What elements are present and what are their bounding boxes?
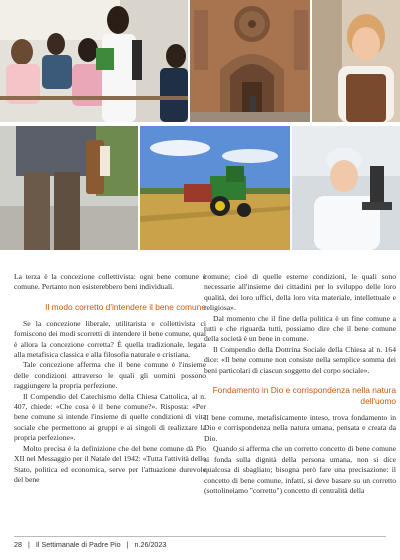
paragraph: comune; cioè di quelle esterne condizioni, le quali sono necessarie all'insieme dei cittadini per lo sviluppo delle loro qualità, dei loro uffici, della loro vita materiale, intellettuale e religiosa». [204,272,396,313]
paragraph: Dal momento che il fine della politica è un fine comune a tutti e che riguarda tutti, possiamo dire che il bene comune della società è un bene in comune. [204,313,396,344]
paragraph: Il Compendio della Dottrina Sociale della Chiesa al n. 164 dice: «Il bene comune non consiste nella semplice somma dei beni particolari di ciascun soggetto del corpo sociale». [204,344,396,375]
paragraph: Quando si afferma che un corretto concetto di bene comune si fonda sulla dignità della persona umana, non si dice qualcosa di sbagliato; bisogna però fare una precisazione: il concetto di bene comune, infatti, si deve basare su un corretto (sottolineiamo "corretto") concetto di centralità della [204,444,396,495]
page-number: 28 [14,540,22,549]
photo-church [190,0,310,122]
photo-lab-technician [292,126,400,250]
section-heading: Fondamento in Dio e corrispondenza nella natura dell'uomo [212,385,396,407]
photo-woman-apron [312,0,400,122]
paragraph: Il bene comune, metafisicamente inteso, trova fondamento in Dio e corrispondenza nella natura umana, pensata e creata da Dio. [204,413,396,443]
photo-tractor [140,126,290,250]
separator: | [28,540,30,549]
photo-collage [0,0,400,252]
photo-students [0,0,188,122]
page-footer [14,536,386,554]
paragraph: Il Compendio del Catechismo della Chiesa Cattolica, al n. 407, chiede: «Che cosa è il bene comune?». Risposta: «Per bene comune si intende l'insieme di quelle condizioni di vita sociale che permettono ai gruppi e ai singoli di realizzare la propria perfezione». [14,391,206,443]
section-heading: Il modo corretto d'intendere il bene comune [45,301,206,312]
text-column-right [204,272,396,496]
paragraph: Molto precisa è la definizione che del bene comune dà Pio XII nel Messaggio per il Natale del 1942: «Tutta l'attività dello Stato, politica ed economica, serve per l'attuazione durevole del bene [14,443,206,484]
issue-number: n.26/2023 [134,540,167,549]
paragraph: La terza è la concezione collettivista: ogni bene comune è comune. Pertanto non esisterebbero beni individuali. [14,272,206,292]
paragraph: Tale concezione afferma che il bene comune è l'insieme delle condizioni attraverso le quali gli uomini possono raggiungere la propria perfezione. [14,360,206,391]
paragraph: Se la concezione liberale, utilitarista e collettivista ci forniscono dei modi scorretti di intendere il bene comune, qual è allora la concezione corretta? È quella tradizionale, legata alla metafisica classica e alla filosofia naturale e cristiana. [14,318,206,360]
text-column-left [14,272,206,485]
separator: | [126,540,129,549]
magazine-name: Il Settimanale di Padre Pio [35,540,121,549]
photo-walking-man [0,126,138,250]
